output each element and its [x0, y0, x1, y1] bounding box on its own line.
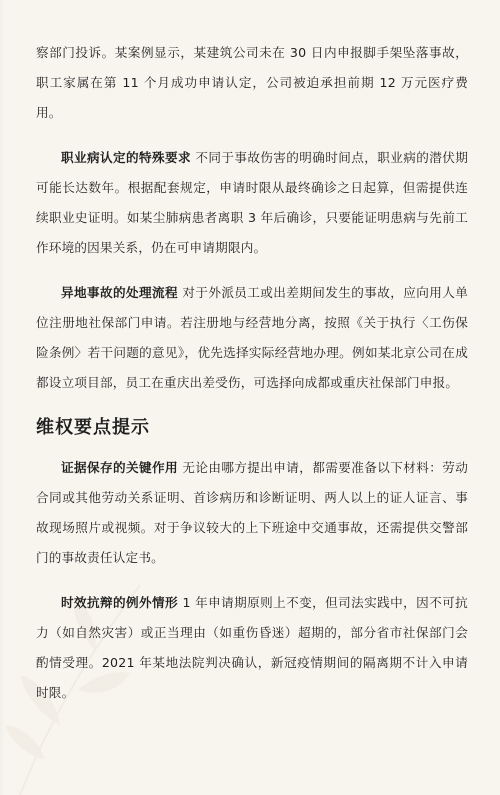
intro-paragraph	[36, 38, 468, 128]
tip-paragraph-limitation	[36, 588, 468, 708]
section-heading: 维权要点提示	[36, 417, 150, 438]
section-text: 对于外派员工或出差期间发生的事故，应向用人单位注册地社保部门申请。若注册地与经营地分离，按照《关于执行〈工伤保险条例〉若干问题的意见》，优先选择实际经营地办理。例如某北京公司在成都设立项目部，员工在重庆出差受伤，可选择向成都或重庆社保部门申报。	[36, 285, 468, 390]
section-text: 不同于事故伤害的明确时间点，职业病的潜伏期可能长达数年。根据配套规定，申请时限从最终确诊之日起算，但需提供连续职业史证明。如某尘肺病患者离职 3 年后确诊，只要能证明患病与先前工作环境的因果关系，仍在可申请期限内。	[36, 150, 469, 255]
tip-text: 1 年申请期原则上不变，但司法实践中，因不可抗力（如自然灾害）或正当理由（如重伤昏迷）超期的，部分省市社保部门会酌情受理。2021 年某地法院判决确认，新冠疫情期间的隔离期不计入申请时限。	[36, 595, 468, 700]
section-lead: 异地事故的处理流程	[61, 285, 178, 300]
tip-lead: 时效抗辩的例外情形	[61, 595, 179, 610]
section-lead: 职业病认定的特殊要求	[61, 150, 191, 165]
intro-text: 察部门投诉。某案例显示，某建筑公司未在 30 日内申报脚手架坠落事故，职工家属在第 11 个月成功申请认定，公司被迫承担前期 12 万元医疗费用。	[36, 45, 468, 120]
tip-paragraph-evidence	[36, 453, 468, 573]
tip-lead: 证据保存的关键作用	[61, 460, 178, 475]
section-paragraph-occupational-disease	[36, 143, 468, 263]
section-paragraph-remote-accident	[36, 278, 468, 398]
document-body	[36, 38, 468, 723]
tip-text: 无论由哪方提出申请，都需要准备以下材料：劳动合同或其他劳动关系证明、首诊病历和诊断证明、两人以上的证人证言、事故现场照片或视频。对于争议较大的上下班途中交通事故，还需提供交警部门的事故责任认定书。	[36, 460, 468, 565]
